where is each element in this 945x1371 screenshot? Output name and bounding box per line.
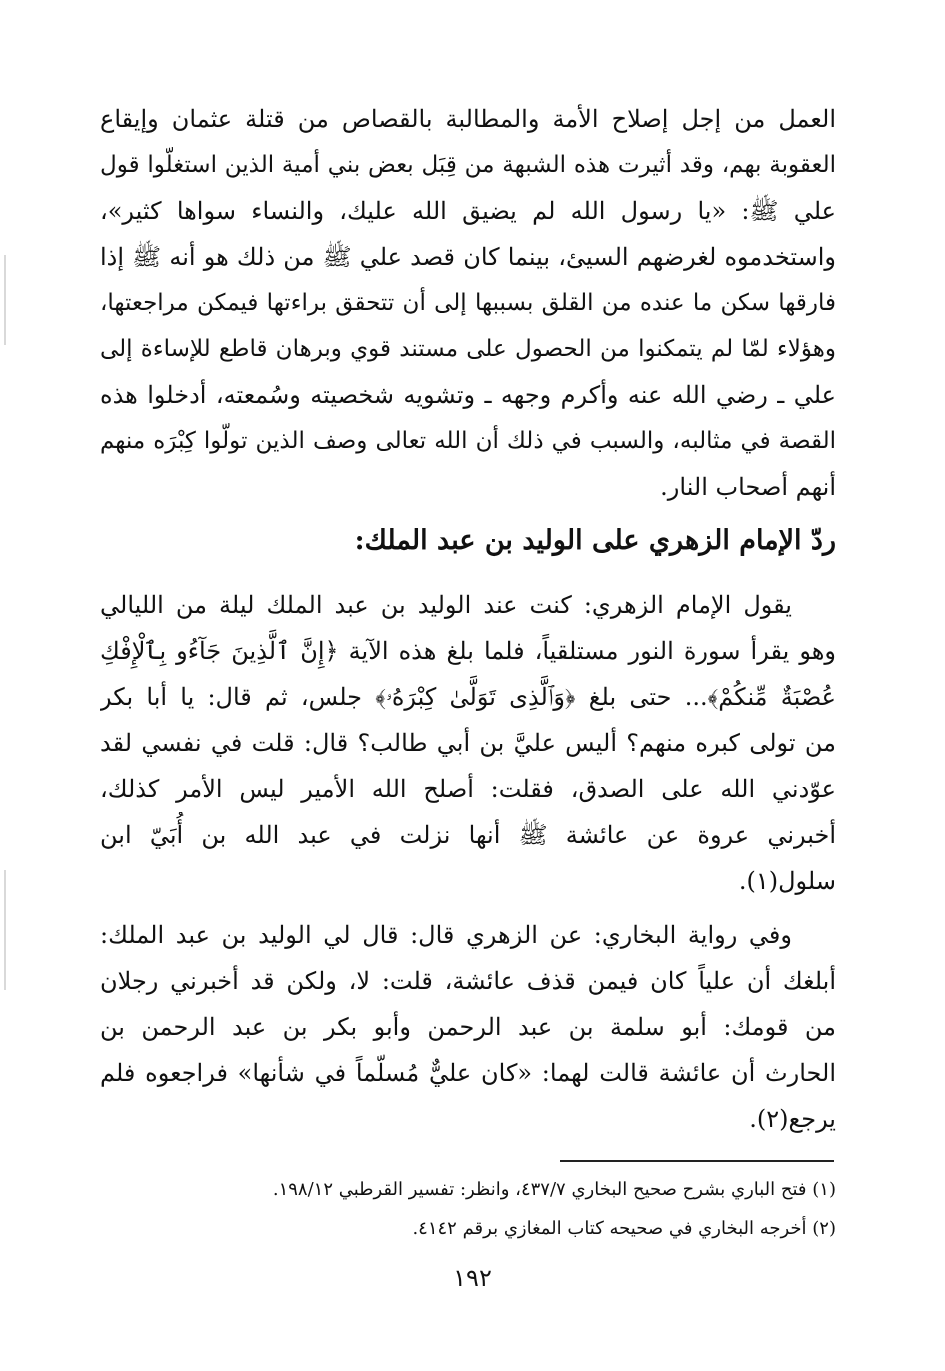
left-edge-mark-top [4, 255, 6, 345]
page-number: ١٩٢ [453, 1264, 492, 1292]
paragraph-1-line: واستخدموه لغرضهم السيئ، بينما كان قصد علي ﷺ من ذلك هو أنه ﷺ إذا [100, 243, 836, 271]
paragraph-2-line: عُصْبَةٌ مِّنكُمْ﴾... حتى بلغ ﴿وَٱلَّذِى تَوَلَّىٰ كِبْرَهُۥ﴾ جلس، ثم قال: يا أبا بكر [100, 683, 836, 711]
section-heading: ردّ الإمام الزهري على الوليد بن عبد الملك: [354, 525, 836, 556]
paragraph-1-line: العقوبة بهم، وقد أثيرت هذه الشبهة من قِبَل بعض بني أمية الذين استغلّوا قول [100, 152, 836, 178]
paragraph-1-line: علي ﷺ: «يا رسول الله لم يضيق الله عليك، والنساء سواها كثير»، [100, 197, 836, 225]
paragraph-1 [100, 96, 836, 510]
paragraph-3-line: وفي رواية البخاري: عن الزهري قال: قال لي الوليد بن عبد الملك: [100, 921, 792, 949]
paragraph-1-line: العمل من إجل إصلاح الأمة والمطالبة بالقصاص من قتلة عثمان وإيقاع [100, 105, 836, 133]
paragraph-1-line: فارقها سكن ما عنده من القلق بسببها إلى أن تتحقق براءتها فيمكن مراجعتها، [100, 290, 836, 316]
footnote-2: (٢) أخرجه البخاري في صحيحه كتاب المغازي برقم ٤١٤٢. [412, 1218, 836, 1239]
paragraph-1-line: أنهم أصحاب النار. [660, 473, 836, 501]
paragraph-2 [100, 582, 836, 904]
paragraph-2-line: عوّدني الله على الصدق، فقلت: أصلح الله الأمير ليس الأمر كذلك، [100, 775, 836, 803]
paragraph-3-line: يرجع(٢). [749, 1105, 836, 1133]
paragraph-1-line: وهؤلاء لمّا لم يتمكنوا من الحصول على مستند قوي وبرهان قاطع للإساءة إلى [100, 336, 836, 362]
footnote-separator [560, 1160, 834, 1162]
paragraph-2-line: أخبرني عروة عن عائشة ﷺ أنها نزلت في عبد الله بن أُبَيّ ابن [100, 821, 836, 849]
paragraph-2-line: يقول الإمام الزهري: كنت عند الوليد بن عبد الملك ليلة من الليالي [100, 591, 792, 619]
paragraph-3-line: الحارث أن عائشة قالت لهما: «كان عليٌّ مُسلّماً في شأنها» فراجعوه فلم [100, 1059, 836, 1087]
footnote-1: (١) فتح الباري بشرح صحيح البخاري ٤٣٧/٧، وانظر: تفسير القرطبي ١٩٨/١٢. [272, 1179, 836, 1200]
paragraph-3 [100, 912, 836, 1142]
paragraph-1-line: علي ـ رضي الله عنه وأكرم وجهه ـ وتشويه شخصيته وسُمعته، أدخلوا هذه [100, 381, 836, 409]
paragraph-2-line: وهو يقرأ سورة النور مستلقياً، فلما بلغ هذه الآية ﴿إِنَّ ٱلَّذِينَ جَآءُو بِٱلْإِفْكِ [100, 637, 836, 665]
left-edge-mark-bottom [4, 870, 6, 990]
paragraph-2-line: سلول(١). [738, 867, 836, 895]
paragraph-3-line: أبلغك أن علياً كان فيمن قذف عائشة، قلت: لا، ولكن قد أخبرني رجلان [100, 967, 836, 995]
paragraph-1-line: القصة في مثالبه، والسبب في ذلك أن الله تعالى وصف الذين تولّوا كِبْرَه منهم [100, 428, 836, 454]
paragraph-3-line: من قومك: أبو سلمة بن عبد الرحمن وأبو بكر بن عبد الرحمن بن [100, 1013, 836, 1041]
paragraph-2-line: من تولى كبره منهم؟ أليس عليَّ بن أبي طالب؟ قال: قلت في نفسي لقد [100, 729, 836, 757]
